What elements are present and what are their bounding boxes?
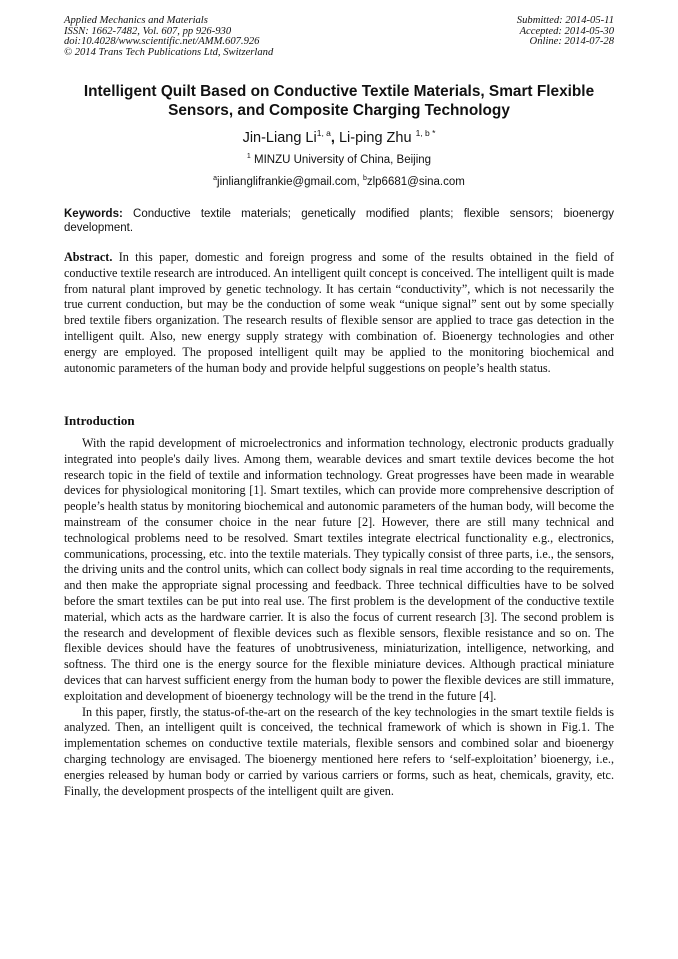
author-affiliation-marker: 1, a [316,128,331,138]
copyright-notice: © 2014 Trans Tech Publications Ltd, Switzerland [64,46,274,58]
abstract-label: Abstract. [64,250,113,264]
abstract-text: In this paper, domestic and foreign progress and some of the results obtained in the field of conductive textile research are introduced. An intelligent quilt concept is conceived. The intelligent quilt is made from natural plant improved by genetic technology. It has certain “conductivity”, which is not necessarily the true current conduction, but may be the conduction of some weak “unique signal” sent out by some specially bred textile fibers organization. The research results of flexible sensor are applied to trace gas detection in the intelligent quilt. Also, new energy supply strategy with combination of. Bioenergy technologies and other energy are employed. The proposed intelligent quilt may be applied to the monitoring biochemical and autonomic parameters of the human body and provide helpful suggestions on people’s health status. [64,250,614,375]
keywords-label: Keywords: [64,208,123,220]
journal-name: Applied Mechanics and Materials [64,15,208,26]
introduction-paragraph: In this paper, firstly, the status-of-the-art on the research of the key technologies in the smart textile fields is analyzed. Then, an intelligent quilt is conceived, the technical framework of which is shown in Fig.1. The implementation schemes on conductive textile materials, flexible sensors and combined solar and bioenergy charging technology are envisaged. The bioenergy mentioned here refers to ‘self-exploitation’ bioenergy, i.e., energies released by human body or carried by various carriers or forms, such as heat, chemicals, gravity, etc. Finally, the development prospects of the intelligent quilt are given. [64,704,614,798]
abstract-block [64,250,614,376]
keywords-text: Conductive textile materials; genetically modified plants; flexible sensors; bioenergy development. [64,208,614,234]
email-marker: a [213,175,218,182]
email-marker: b [362,175,367,182]
author-name: Li-ping Zhu [338,130,412,146]
author-line [64,124,614,147]
paper-title: Intelligent Quilt Based on Conductive Textile Materials, Smart Flexible Sensors, and Composite Charging Technology [83,83,595,119]
author-separator: , [330,130,339,146]
online-date: Online: 2014-07-28 [529,36,614,48]
email-line [64,172,614,189]
journal-header-right [517,16,614,48]
author-email: zlp6681@sina.com [366,176,465,188]
submitted-date: Submitted: 2014-05-11 [516,15,614,26]
affiliation-text: MINZU University of China, Beijing [250,154,432,166]
introduction-paragraph: With the rapid development of microelectronics and information technology, electronic products gradually integrated into people's daily lives. Among them, wearable devices and smart textile devices become the hot research topic in the field of textile and information technology. Great progresses have been made in wearable devices for physiological monitoring [1]. Smart textiles, which can provide more comprehensive description of people’s health status by monitoring biochemical and autonomic parameters of the human body, will become the mainstream of the consumer choice in the near future [2]. However, there are still many technical and technological problems need to be resolved. Smart textiles integrate electrical functionality e.g., electronics, communications, processing, etc. into the textile materials. They typically consist of three parts, i.e., the sensors, the driving units and the control units, which can collect body signals in real time according to the requirements, and then make the appropriate signal processing and feedback. Three technical difficulties have to be solved before the smart textiles can be put into real use. The first problem is the development of the conductive textile material, which acts as the hardware carrier. It is also the focus of current research [3]. The second problem is the research and development of flexible devices such as flexible sensors, flexible resistance and so on. The flexible devices should have the features of unobtrusiveness, miniaturization, intelligence, networking, and softness. The third one is the energy source for the flexible miniature devices. Although practical miniature devices that can harvest sufficient energy from the human body to power the flexible devices are still immature, exploitation and development of bioenergy technology will be the trend in the future [4]. [64,436,614,703]
journal-issn: ISSN: 1662-7482, Vol. 607, pp 926-930 [64,25,232,37]
journal-header-left [64,16,273,58]
introduction-body [64,436,614,799]
keywords-block [64,207,614,235]
author-email: jinlianglifrankie@gmail.com, [217,176,363,188]
affiliation-line [64,150,614,167]
journal-doi: doi:10.4028/www.scientific.net/AMM.607.926 [64,36,260,48]
author-affiliation-marker: 1, b * [415,128,436,138]
author-name: Jin-Liang Li [242,130,317,146]
section-heading-introduction: Introduction [64,413,135,428]
accepted-date: Accepted: 2014-05-30 [519,25,614,37]
affiliation-marker: 1 [246,153,251,160]
